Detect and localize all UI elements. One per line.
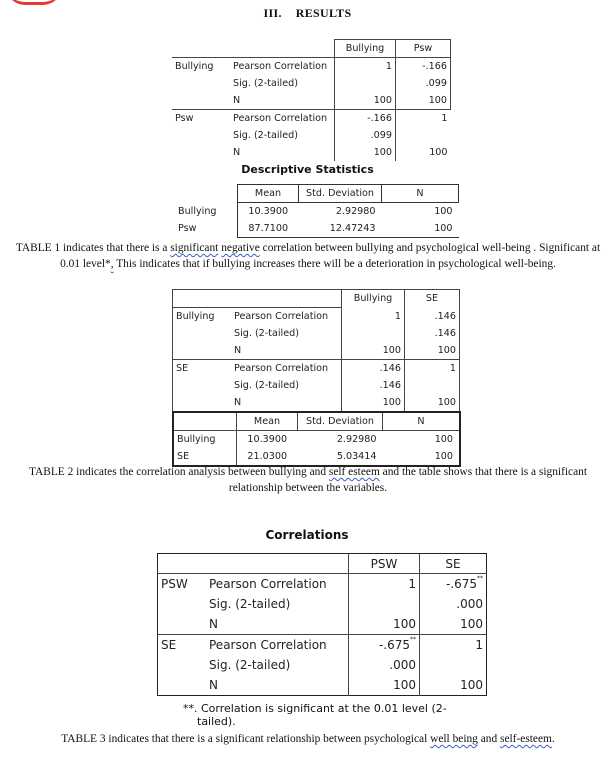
flagged-word: negative xyxy=(221,242,260,254)
stat-label: N xyxy=(234,397,242,408)
col-header: Mean xyxy=(237,412,298,431)
stat-label: N xyxy=(230,92,335,110)
cell: 100 xyxy=(434,434,453,445)
correlation-table-3-grid xyxy=(157,553,487,696)
cell: 10.3900 xyxy=(238,203,299,221)
stat-label: Pearson Correlation xyxy=(233,61,328,72)
cell: 100 xyxy=(405,342,460,360)
table-row xyxy=(158,655,487,675)
table-row xyxy=(173,394,460,412)
table-row xyxy=(173,360,460,378)
correlation-table-3 xyxy=(157,553,487,696)
table-header-row xyxy=(173,412,460,431)
cell: 2.92980 xyxy=(336,434,377,445)
cell: 100 xyxy=(434,451,453,462)
table-row xyxy=(158,675,487,696)
stat-label: Pearson Correlation xyxy=(206,574,349,595)
cell: 100 xyxy=(420,614,487,635)
cell: 21.0300 xyxy=(237,448,298,466)
table-row xyxy=(172,127,451,144)
cell: 100 xyxy=(342,394,405,412)
stat-label: Sig. (2-tailed) xyxy=(234,328,299,339)
cell: 1 xyxy=(342,308,405,326)
significance-mark: ** xyxy=(477,575,483,582)
col-header: SE xyxy=(425,293,439,305)
table-row xyxy=(172,75,451,92)
var-label: SE xyxy=(177,451,190,462)
flagged-word: self esteem xyxy=(328,466,380,478)
stat-label: N xyxy=(206,614,349,635)
cell: 100 xyxy=(335,144,396,161)
table-2-caption: TABLE 2 indicates the correlation analysis between bullying and self esteem and the table shows that there is a significant relationship between the variables. xyxy=(28,466,588,494)
cell xyxy=(420,655,487,675)
cell: 100 xyxy=(396,92,451,110)
cell xyxy=(396,127,451,144)
table-row xyxy=(158,614,487,635)
cell xyxy=(342,325,405,342)
table-header-row xyxy=(175,185,459,203)
cell: 12.47243 xyxy=(299,220,382,238)
table-row xyxy=(172,58,451,76)
stat-label: Sig. (2-tailed) xyxy=(234,380,299,391)
stat-label: Pearson Correlation xyxy=(231,308,342,326)
cell: .099 xyxy=(396,75,451,92)
var-label: SE xyxy=(161,638,177,652)
table-row xyxy=(158,574,487,595)
stat-label: Pearson Correlation xyxy=(233,113,328,124)
descriptive-table-1 xyxy=(175,184,459,238)
descriptive-statistics-title: Descriptive Statistics xyxy=(241,163,374,176)
cell: 5.03414 xyxy=(336,451,377,462)
cell xyxy=(335,75,396,92)
var-label: PSW xyxy=(158,574,207,595)
flagged-word: significant xyxy=(170,242,219,254)
table-row xyxy=(173,431,460,449)
var-label: Bullying xyxy=(178,205,217,217)
cell: 100 xyxy=(382,220,459,238)
table-row xyxy=(173,377,460,394)
cell: .146 xyxy=(434,310,456,322)
table-1-caption: TABLE 1 indicates that there is a significant negative correlation between bullying and psychological well-being . Significant at 0.01 level*, This indicates that if bullying increases there will be a deterioration in psychological well-being. xyxy=(15,242,601,270)
stat-label: Pearson Correlation xyxy=(234,363,329,374)
stat-label: N xyxy=(231,342,342,360)
table-row xyxy=(173,325,460,342)
col-header: Mean xyxy=(238,185,299,203)
col-header: Bullying xyxy=(335,40,396,58)
cell-with-mark: -.675** xyxy=(349,635,420,656)
stat-label: N xyxy=(209,678,218,692)
stat-label: Sig. (2-tailed) xyxy=(209,658,291,672)
table-row xyxy=(158,635,487,656)
col-header: Psw xyxy=(396,40,451,58)
descriptive-table-2 xyxy=(172,411,461,467)
cell: 100 xyxy=(460,678,483,692)
cell: .000 xyxy=(456,597,483,611)
var-label: Bullying xyxy=(177,434,216,445)
section-title: RESULTS xyxy=(295,6,352,20)
var-label: Psw xyxy=(178,223,197,235)
stat-label: N xyxy=(233,147,241,158)
flagged-word: well being xyxy=(430,733,478,745)
col-header: Bullying xyxy=(342,290,405,308)
cell: 1 xyxy=(475,638,483,652)
descriptive-table-2-grid xyxy=(172,411,461,467)
table-3-caption: TABLE 3 indicates that there is a significant relationship between psychological well being and self-esteem. xyxy=(61,733,555,745)
var-label: Bullying xyxy=(173,308,232,326)
cell: .146 xyxy=(342,360,405,378)
cell: 100 xyxy=(437,397,456,408)
var-label: Bullying xyxy=(175,61,214,72)
descriptive-table-1-grid xyxy=(175,184,459,238)
flagged-word: , xyxy=(110,258,114,270)
cell: 10.3900 xyxy=(237,431,298,449)
cell: -.166 xyxy=(335,110,396,128)
significance-footnote: **. Correlation is significant at the 0.01 level (2- tailed). xyxy=(183,702,447,728)
table-row xyxy=(172,110,451,128)
col-header: SE xyxy=(445,556,461,571)
table-row xyxy=(172,92,451,110)
cell: .146 xyxy=(434,328,456,339)
cell xyxy=(405,377,460,394)
cell: 1 xyxy=(441,113,448,124)
correlation-table-2-grid xyxy=(172,289,460,412)
col-header: N xyxy=(383,412,461,431)
correlations-title: Correlations xyxy=(265,528,349,542)
col-header: PSW xyxy=(349,554,420,574)
cell: 100 xyxy=(342,342,405,360)
cell: 1 xyxy=(449,363,456,374)
cell: 87.7100 xyxy=(238,220,299,238)
cell: 1 xyxy=(335,58,396,76)
table-header-row xyxy=(173,290,460,308)
cell: 100 xyxy=(429,147,448,158)
correlation-table-2 xyxy=(172,289,460,412)
correlation-table-1-grid xyxy=(172,39,451,161)
var-label: Psw xyxy=(175,113,194,124)
table-row xyxy=(158,594,487,614)
cell-with-mark: -.675** xyxy=(420,574,487,595)
section-number: III. xyxy=(263,6,282,20)
correlation-table-1 xyxy=(172,39,451,161)
stat-label: Sig. (2-tailed) xyxy=(209,597,291,611)
col-header: Std. Deviation xyxy=(298,412,383,431)
cell: .146 xyxy=(342,377,405,394)
col-header: Std. Deviation xyxy=(299,185,382,203)
table-header-row xyxy=(158,554,487,574)
significance-mark: ** xyxy=(410,636,416,643)
col-header: N xyxy=(382,185,459,203)
table-header-row xyxy=(172,40,451,58)
cell: 100 xyxy=(349,675,420,696)
cell xyxy=(349,594,420,614)
table-row xyxy=(175,203,459,221)
cell: 100 xyxy=(434,206,453,217)
section-heading xyxy=(0,6,615,21)
var-label: SE xyxy=(176,363,189,374)
cell: 1 xyxy=(349,574,420,595)
stat-label: Sig. (2-tailed) xyxy=(233,78,298,89)
stat-label: Sig. (2-tailed) xyxy=(233,130,298,141)
cell: -.166 xyxy=(396,58,451,76)
cell: .099 xyxy=(335,127,396,144)
cell: 2.92980 xyxy=(335,206,376,217)
flagged-word: self-esteem xyxy=(500,733,552,745)
table-row xyxy=(172,144,451,161)
table-row xyxy=(173,342,460,360)
cell: 100 xyxy=(335,92,396,110)
cell: .000 xyxy=(349,655,420,675)
table-row xyxy=(173,308,460,326)
stat-label: Pearson Correlation xyxy=(209,638,327,652)
cell: 100 xyxy=(349,614,420,635)
table-row xyxy=(175,220,459,238)
